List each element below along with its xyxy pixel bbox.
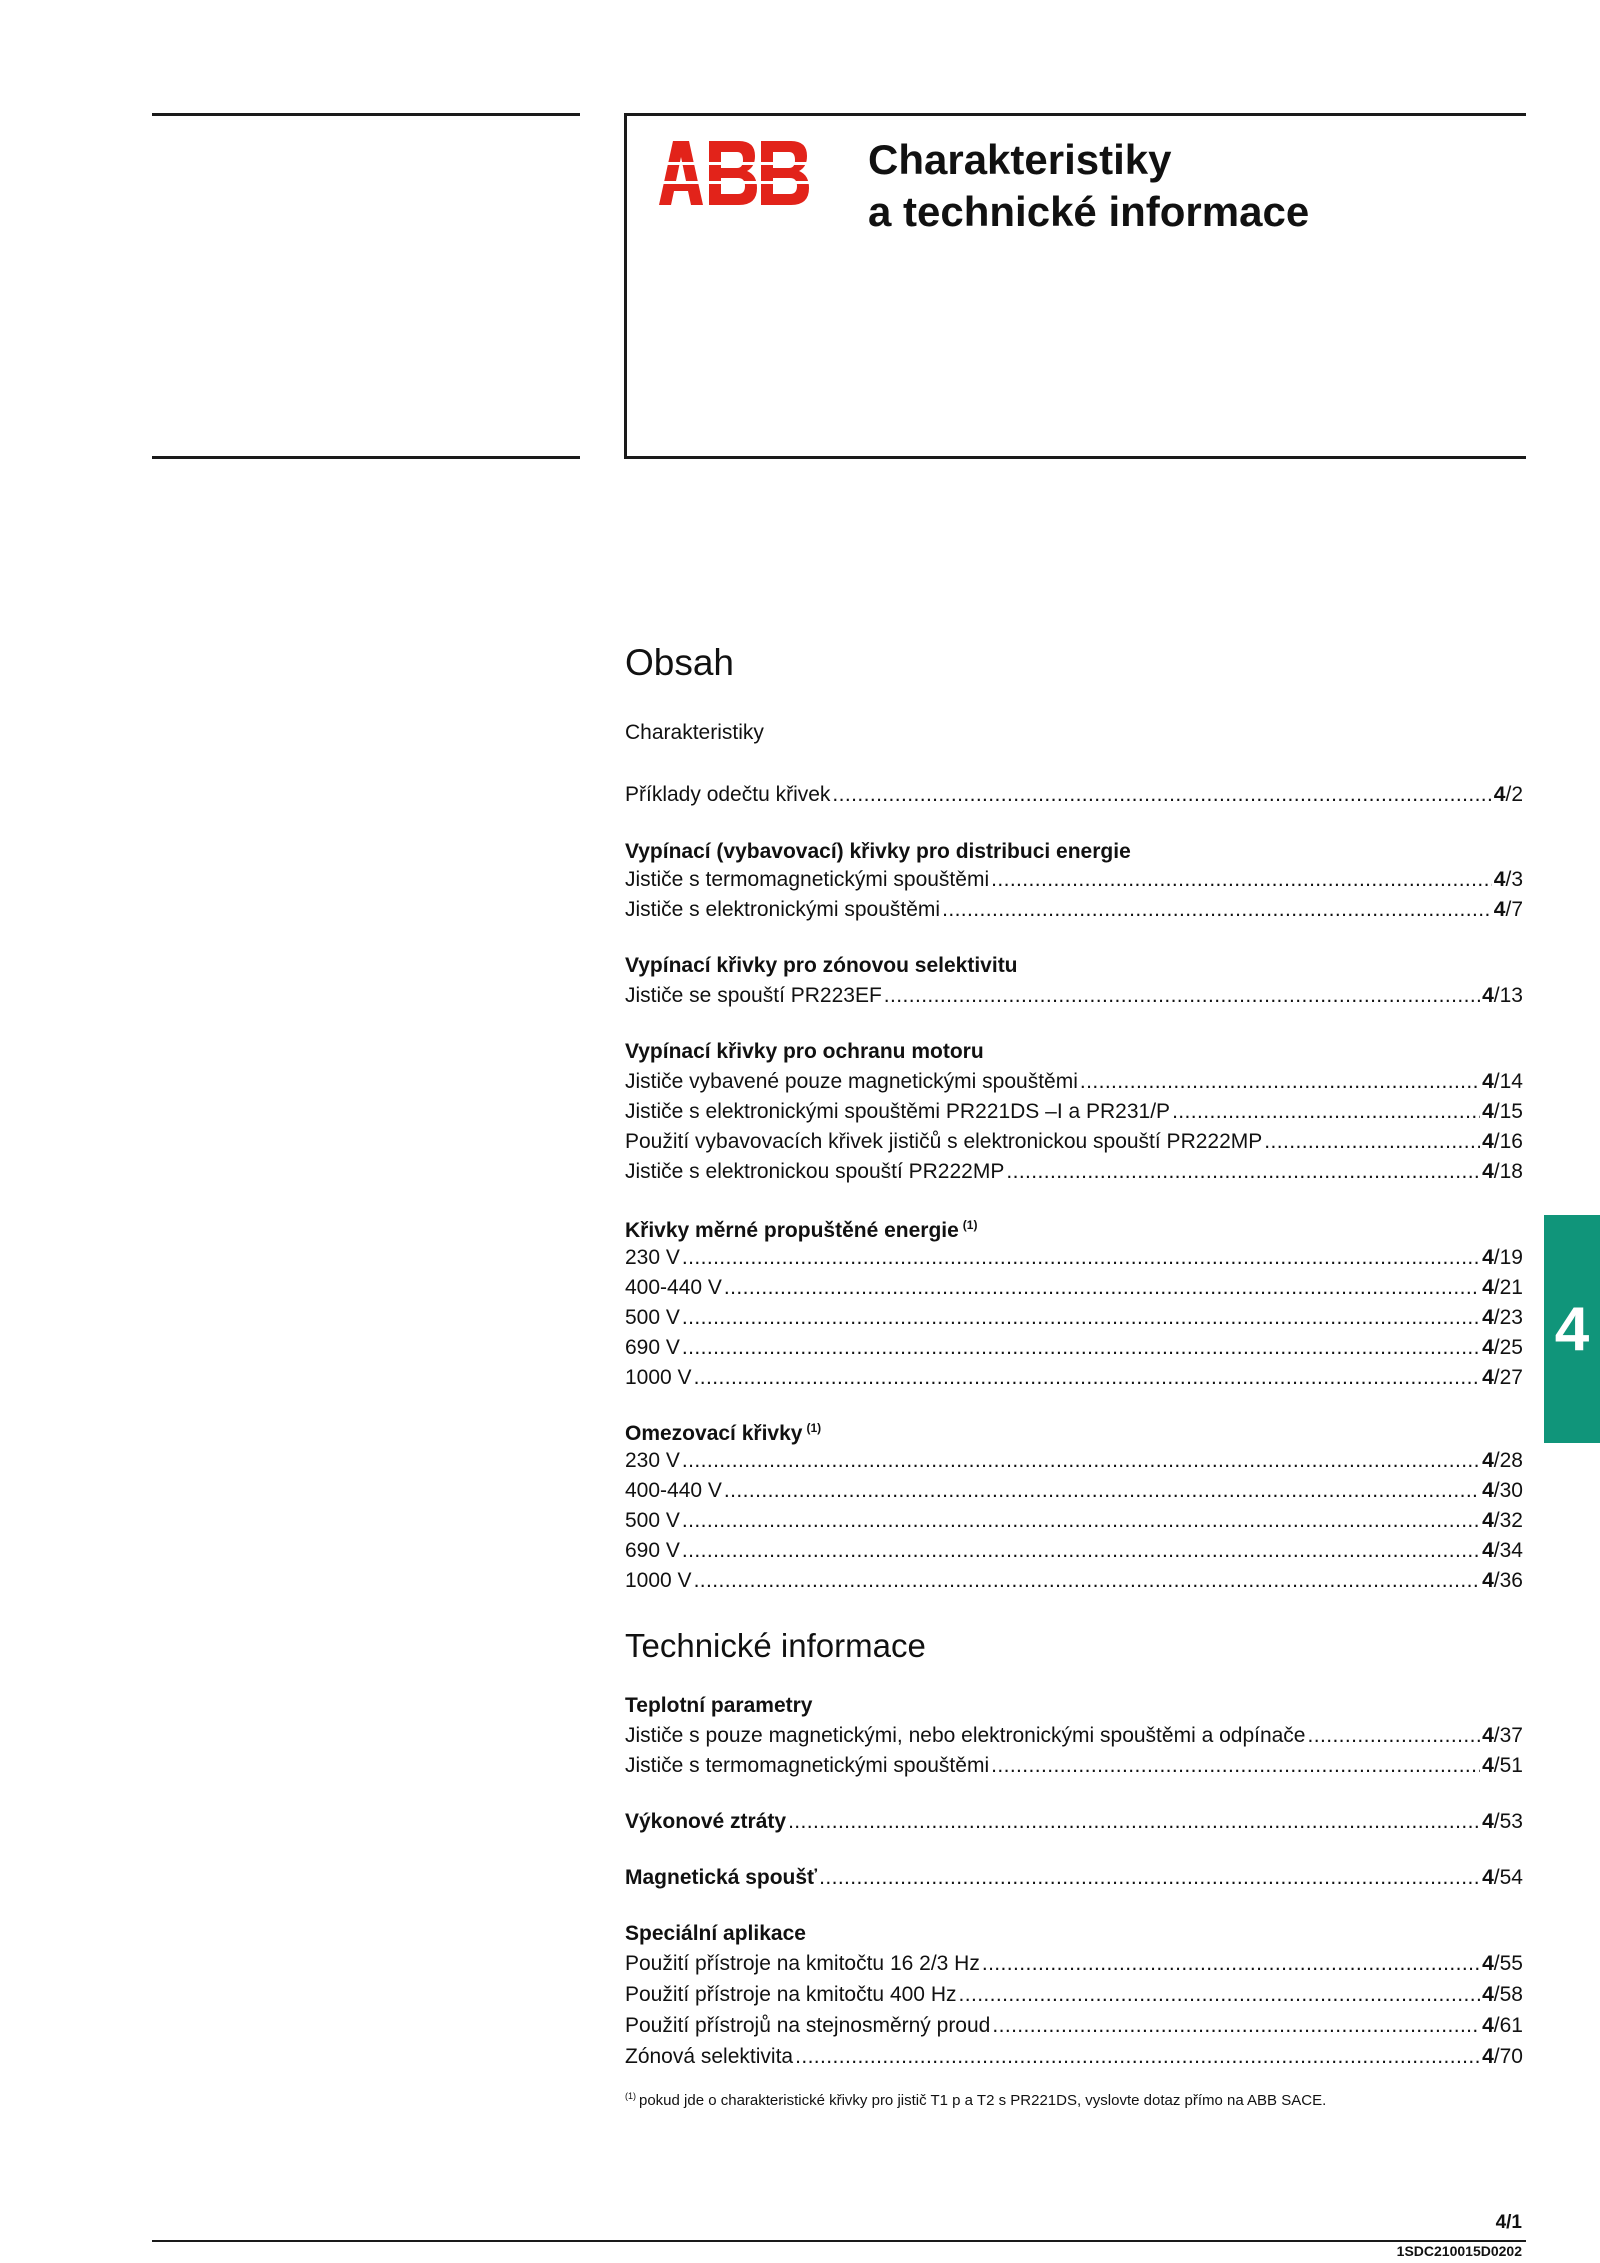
toc-subheading: Charakteristiky [625,721,764,744]
toc-entry[interactable] [625,2014,1523,2042]
toc-entry-label: Výkonové ztráty [625,1810,787,1833]
toc-entry-page: 4/7 [1493,898,1523,921]
footnote-mark: (1) [806,1421,822,1435]
toc-group-title: Omezovací křivky $^{(1)}$ [625,1421,822,1445]
chapter-tab [1544,1215,1600,1443]
toc-entry[interactable] [625,1754,1523,1782]
toc-entry-leader [682,1336,1480,1360]
toc-entry-page: 4/18 [1482,1160,1523,1183]
toc-entry[interactable] [625,1276,1523,1304]
toc-entry-page: 4/54 [1482,1866,1523,1889]
document-title [868,134,1309,238]
header-box-bottom [624,456,1526,459]
toc-entry-page: 4/21 [1482,1276,1523,1299]
toc-entry-leader [682,1306,1480,1330]
toc-entry[interactable] [625,1246,1523,1274]
toc-entry-page: 4/34 [1482,1539,1523,1562]
abb-logo [655,141,810,205]
toc-entry-leader [958,1983,1480,2007]
toc-entry-label: Jističe vybavené pouze magnetickými spouštěmi [625,1070,1078,1093]
toc-entry-leader [1308,1724,1481,1748]
toc-entry-page: 4/53 [1482,1810,1523,1833]
header-box-top [624,113,1526,116]
toc-entry-label: Zónová selektivita [625,2045,794,2068]
toc-entry[interactable] [625,984,1523,1012]
toc-entry-leader [1264,1130,1480,1154]
toc-entry[interactable] [625,1569,1523,1597]
toc-entry-label: 400-440 V [625,1479,722,1502]
toc-entry-page: 4/23 [1482,1306,1523,1329]
toc-entry-label: Použití přístroje na kmitočtu 16 2/3 Hz [625,1952,980,1975]
toc-entry-leader [832,783,1491,807]
toc-heading: Obsah [625,642,735,683]
toc-entry[interactable] [625,1983,1523,2011]
toc-entry-page: 4/16 [1482,1130,1523,1153]
toc-entry-leader [682,1539,1480,1563]
toc-entry-label: Jističe s termomagnetickými spouštěmi [625,1754,990,1777]
toc-entry[interactable] [625,1070,1523,1098]
toc-entry[interactable] [625,868,1523,896]
toc-entry[interactable] [625,1866,1523,1894]
toc-entry-label: 400-440 V [625,1276,722,1299]
footer-rule [152,2240,1526,2242]
footnote-mark: (1) [962,1218,978,1232]
toc-entry-page: 4/15 [1482,1100,1523,1123]
toc-entry-label: Jističe s elektronickou spouští PR222MP [625,1160,1005,1183]
toc-entry-page: 4/14 [1482,1070,1523,1093]
toc-entry-page: 4/36 [1482,1569,1523,1592]
toc-entry[interactable] [625,1336,1523,1364]
toc-entry-label: Jističe se spouští PR223EF [625,984,882,1007]
toc-entry-leader [694,1569,1481,1593]
toc-entry-page: 4/13 [1482,984,1523,1007]
toc-entry-leader [724,1479,1480,1503]
toc-entry[interactable] [625,1130,1523,1158]
toc-entry[interactable] [625,783,1523,811]
toc-entry-page: 4/3 [1493,868,1523,891]
footnote [625,2091,1326,2109]
toc-entry-leader [1080,1070,1480,1094]
toc-entry-page: 4/70 [1482,2045,1523,2068]
toc-entry-page: 4/51 [1482,1754,1523,1777]
toc-entry-label: Jističe s elektronickými spouštěmi [625,898,941,921]
toc-entry-label: 500 V [625,1509,680,1532]
toc-entry-label: 500 V [625,1306,680,1329]
toc-entry-page: 4/28 [1482,1449,1523,1472]
toc-entry-label: 1000 V [625,1366,692,1389]
page-number: 4/1 [1495,2212,1522,2233]
toc-group-title: Teplotní parametry [625,1694,813,1717]
toc-entry-page: 4/2 [1493,783,1523,806]
toc-entry-leader [942,898,1492,922]
toc-entry-leader [682,1449,1480,1473]
toc-group-title: Vypínací křivky pro zónovou selektivitu [625,954,1018,977]
header-rule-left-top [152,113,580,116]
toc-entry-label: Použití vybavovacích křivek jističů s elektronickou spouští PR222MP [625,1130,1263,1153]
toc-entry-leader [982,1952,1480,1976]
toc-entry-label: Použití přístroje na kmitočtu 400 Hz [625,1983,957,2006]
toc-entry[interactable] [625,1509,1523,1537]
toc-entry-leader [1006,1160,1480,1184]
toc-entry-page: 4/61 [1482,2014,1523,2037]
toc-entry-page: 4/25 [1482,1336,1523,1359]
toc-entry[interactable] [625,1160,1523,1188]
toc-group-title: Křivky měrné propuštěné energie $^{(1)}$ [625,1218,978,1242]
toc-entry-label: Použití přístrojů na stejnosměrný proud [625,2014,991,2037]
toc-entry-label: Příklady odečtu křivek [625,783,831,806]
toc-entry-leader [694,1366,1481,1390]
chapter-tab-number: 4 [1554,1294,1590,1364]
toc-entry[interactable] [625,1306,1523,1334]
title-line-1: Charakteristiky [868,136,1172,183]
toc-entry-label: Jističe s termomagnetickými spouštěmi [625,868,990,891]
toc-entry-leader [992,2014,1480,2038]
footnote-mark: (1) [625,2091,636,2101]
toc-entry-leader [991,1754,1480,1778]
header-rule-left-bottom [152,456,580,459]
toc-entry[interactable] [625,898,1523,926]
toc-entry-leader [795,2045,1480,2069]
toc-entry-page: 4/30 [1482,1479,1523,1502]
toc-entry-label: 690 V [625,1539,680,1562]
title-line-2: a technické informace [868,188,1310,235]
toc-entry-label: 1000 V [625,1569,692,1592]
toc-entry-page: 4/37 [1482,1724,1523,1747]
toc-entry-leader [682,1246,1480,1270]
toc-entry-leader [682,1509,1480,1533]
document-code: 1SDC210015D0202 [1396,2243,1522,2259]
toc-entry-page: 4/19 [1482,1246,1523,1269]
toc-entry[interactable] [625,2045,1523,2073]
toc-entry-label: Jističe s elektronickými spouštěmi PR221DS –I a PR231/P [625,1100,1171,1123]
toc-entry-page: 4/55 [1482,1952,1523,1975]
toc-group-title: Vypínací (vybavovací) křivky pro distribuci energie [625,840,1131,863]
toc-entry-leader [884,984,1480,1008]
toc-entry-label: 230 V [625,1449,680,1472]
footnote-text: pokud jde o charakteristické křivky pro jistič T1 p a T2 s PR221DS, vyslovte dotaz přímo na ABB SACE. [639,2092,1327,2109]
toc-entry-leader [1172,1100,1480,1124]
toc-group-title: Vypínací křivky pro ochranu motoru [625,1040,984,1063]
toc-group-title: Speciální aplikace [625,1922,806,1945]
toc-entry-leader [788,1810,1480,1834]
toc-entry[interactable] [625,1479,1523,1507]
toc-entry-leader [991,868,1492,892]
toc-entry[interactable] [625,1449,1523,1477]
toc-entry[interactable] [625,1724,1523,1752]
toc-entry-label: Jističe s pouze magnetickými, nebo elektronickými spouštěmi a odpínače [625,1724,1306,1747]
toc-entry-page: 4/58 [1482,1983,1523,2006]
toc-entry-leader [819,1866,1480,1890]
toc-entry-label: 230 V [625,1246,680,1269]
header-box-left [624,113,627,459]
toc-entry[interactable] [625,1810,1523,1838]
toc-entry-page: 4/27 [1482,1366,1523,1389]
toc-entry-page: 4/32 [1482,1509,1523,1532]
toc-entry[interactable] [625,1366,1523,1394]
toc-entry[interactable] [625,1539,1523,1567]
toc-heading-technical: Technické informace [625,1627,926,1664]
toc-entry[interactable] [625,1952,1523,1980]
toc-entry-label: Magnetická spoušť [625,1866,818,1889]
toc-entry-leader [724,1276,1480,1300]
toc-entry-label: 690 V [625,1336,680,1359]
toc-entry[interactable] [625,1100,1523,1128]
